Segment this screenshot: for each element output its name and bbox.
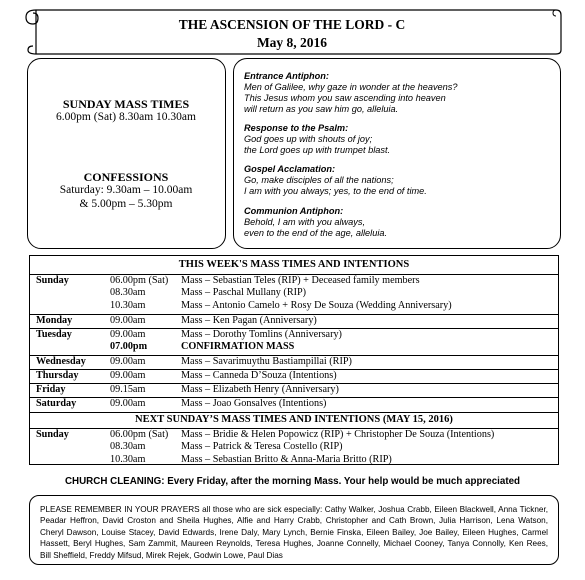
row-time: 09.00am bbox=[110, 370, 146, 381]
antiphon-heading: Entrance Antiphon: bbox=[244, 71, 329, 81]
row-time: 10.30am bbox=[110, 454, 146, 465]
divider bbox=[30, 412, 558, 413]
row-intention: Mass – Joao Gonsalves (Intentions) bbox=[181, 398, 327, 409]
antiphons-box bbox=[233, 58, 561, 249]
row-intention: Mass – Dorothy Tomlins (Anniversary) bbox=[181, 329, 342, 340]
antiphon-line: Behold, I am with you always, bbox=[244, 217, 366, 227]
antiphon-line: will return as you saw him go, alleluia. bbox=[244, 104, 399, 114]
table-row bbox=[30, 428, 558, 440]
sunday-mass-title: SUNDAY MASS TIMES bbox=[62, 97, 190, 111]
row-intention: Mass – Sebastian Britto & Anna-Maria Britto (RIP) bbox=[181, 454, 392, 465]
communion-antiphon bbox=[244, 206, 387, 239]
table-row bbox=[30, 314, 558, 326]
row-day: Monday bbox=[36, 315, 73, 326]
row-time: 09.00am bbox=[110, 315, 146, 326]
prayer-list-box bbox=[29, 495, 559, 565]
entrance-antiphon bbox=[244, 71, 457, 115]
row-day: Wednesday bbox=[36, 356, 86, 367]
church-cleaning-notice: CHURCH CLEANING: Every Friday, after the morning Mass. Your help would be much appreciated bbox=[64, 476, 521, 487]
row-time: 08.30am bbox=[110, 441, 146, 452]
table-row bbox=[30, 328, 558, 340]
row-time: 09.00am bbox=[110, 329, 146, 340]
row-intention: Mass – Sebastian Teles (RIP) + Deceased family members bbox=[181, 275, 420, 286]
confessions-title: CONFESSIONS bbox=[83, 170, 169, 184]
table-row bbox=[30, 383, 558, 395]
row-intention: Mass – Bridie & Helen Popowicz (RIP) + Christopher De Souza (Intentions) bbox=[181, 429, 495, 440]
row-intention: Mass – Elizabeth Henry (Anniversary) bbox=[181, 384, 339, 395]
antiphon-heading: Response to the Psalm: bbox=[244, 123, 349, 133]
row-time: 09.15am bbox=[110, 384, 146, 395]
row-time: 07.00pm bbox=[110, 341, 148, 352]
row-day: Saturday bbox=[36, 398, 77, 409]
psalm-response bbox=[244, 123, 390, 156]
antiphon-line: I am with you always; yes, to the end of time. bbox=[244, 186, 427, 196]
gospel-acclamation bbox=[244, 164, 427, 197]
row-time: 09.00am bbox=[110, 356, 146, 367]
row-time: 10.30am bbox=[110, 300, 146, 311]
row-intention: Mass – Patrick & Teresa Costello (RIP) bbox=[181, 441, 343, 452]
confessions-line-1: Saturday: 9.30am – 10.00am bbox=[59, 184, 193, 196]
row-intention: Mass – Paschal Mullany (RIP) bbox=[181, 287, 307, 298]
page-title: THE ASCENSION OF THE LORD - C bbox=[178, 17, 406, 32]
sunday-mass-times: 6.00pm (Sat) 8.30am 10.30am bbox=[56, 111, 196, 123]
antiphon-line: Men of Galilee, why gaze in wonder at the heavens? bbox=[244, 82, 458, 92]
antiphon-heading: Communion Antiphon: bbox=[244, 206, 344, 216]
antiphon-line: the Lord goes up with trumpet blast. bbox=[244, 145, 391, 155]
mass-intentions-table bbox=[29, 255, 559, 465]
next-sunday-header: NEXT SUNDAY’S MASS TIMES AND INTENTIONS (MAY 15, 2016) bbox=[135, 414, 453, 425]
table-row bbox=[30, 397, 558, 409]
title-banner bbox=[22, 4, 562, 56]
row-day: Tuesday bbox=[36, 329, 72, 340]
antiphon-line: even to the end of the age, alleluia. bbox=[244, 228, 388, 238]
table-row bbox=[30, 369, 558, 381]
confessions-line-2: & 5.00pm – 5.30pm bbox=[79, 198, 173, 210]
row-day: Friday bbox=[36, 384, 66, 395]
row-time: 06.00pm (Sat) bbox=[110, 275, 169, 286]
antiphon-line: Go, make disciples of all the nations; bbox=[244, 175, 394, 185]
page-date: May 8, 2016 bbox=[256, 35, 328, 50]
row-intention: Mass – Savarimuythu Bastiampillai (RIP) bbox=[181, 356, 352, 367]
row-day: Sunday bbox=[36, 429, 69, 440]
row-intention: Mass – Canneda D’Souza (Intentions) bbox=[181, 370, 337, 381]
row-time: 08.30am bbox=[110, 287, 146, 298]
row-day: Sunday bbox=[36, 275, 69, 286]
antiphon-heading: Gospel Acclamation: bbox=[244, 164, 336, 174]
prayer-list-text: PLEASE REMEMBER IN YOUR PRAYERS all those who are sick especially: Cathy Walker, Joshua Crabb, Eileen Blackwell, Anna Tickner, Peadar Heffron, David Croston and Sheila Hughes, Alfie and Harry Crabb, Christopher and Cath Brown, Julia Harrison, Lena Watson, Cheryl Dawson, Louise Stacey, David Edwards, Irene Daly, Mary Lynch, Bernie Finska, Eileen Bailey, Joe Bailey, Eileen Hughes, Carmel Hassett, Beryl Hughes, Sam Zammit, Maureen Reynolds, Teresa Hughes, Joanne Connelly, Michael Cooney, Tanya Connolly, Ken Rees, Bill Sheffield, Freddy Mifsud, Mirek Rejek, Godwin Lowe, Paul Dias bbox=[40, 505, 548, 560]
row-intention: CONFIRMATION MASS bbox=[181, 341, 295, 352]
this-week-header: THIS WEEK'S MASS TIMES AND INTENTIONS bbox=[178, 259, 410, 270]
mass-times-box bbox=[27, 58, 226, 249]
row-time: 09.00am bbox=[110, 398, 146, 409]
row-intention: Mass – Antonio Camelo + Rosy De Souza (Wedding Anniversary) bbox=[181, 300, 452, 311]
antiphon-line: This Jesus whom you saw ascending into heaven bbox=[244, 93, 446, 103]
row-time: 06.00pm (Sat) bbox=[110, 429, 169, 440]
table-row bbox=[30, 355, 558, 367]
row-intention: Mass – Ken Pagan (Anniversary) bbox=[181, 315, 317, 326]
row-day: Thursday bbox=[36, 370, 79, 381]
table-row bbox=[30, 274, 558, 287]
antiphon-line: God goes up with shouts of joy; bbox=[244, 134, 373, 144]
